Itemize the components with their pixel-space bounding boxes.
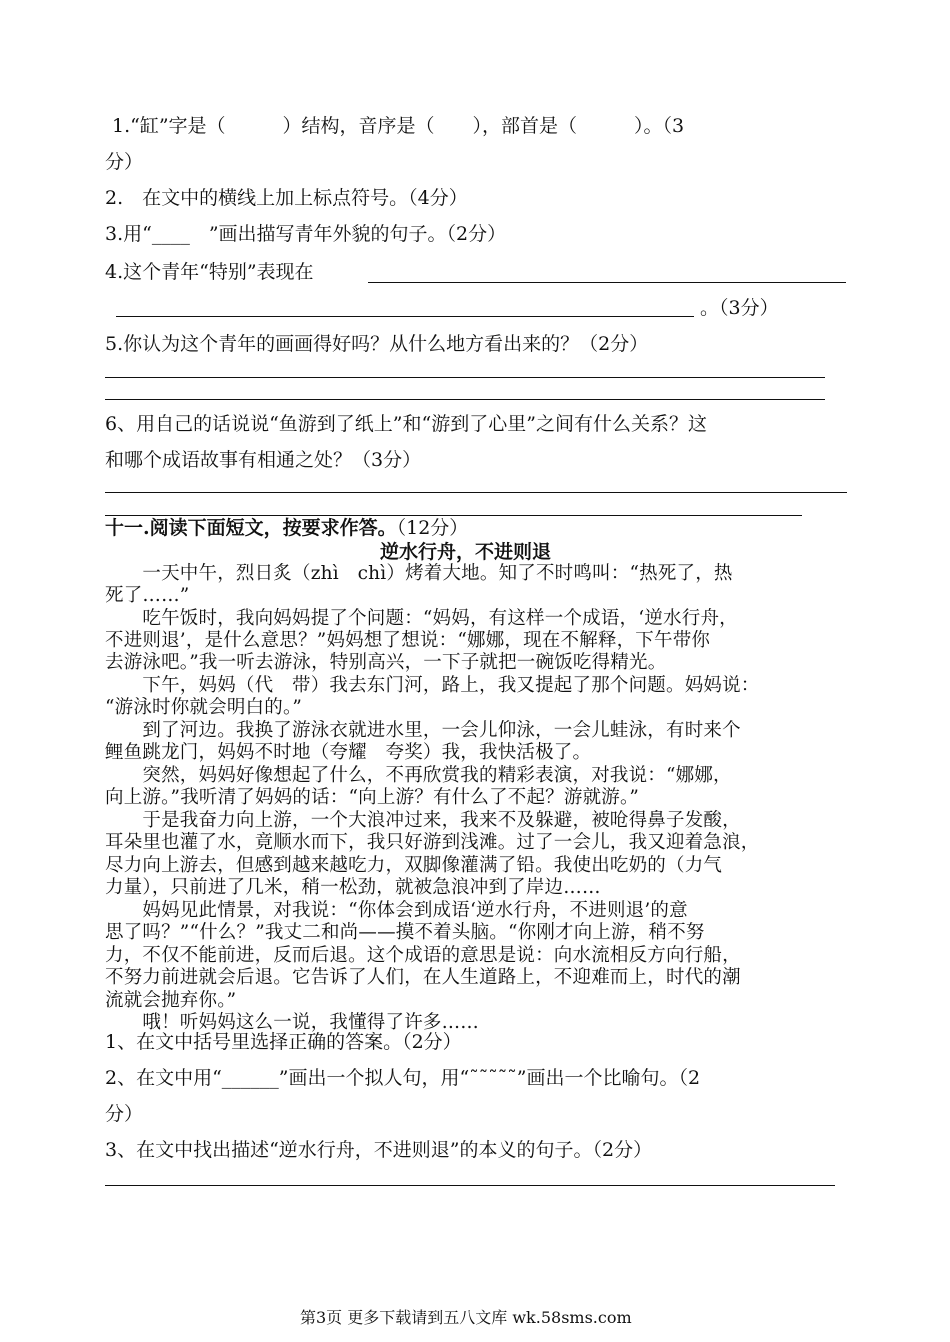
passage-line: 去游泳吧。”我一听去游泳，特别高兴，一下子就把一碗饭吃得精光。 <box>105 652 667 673</box>
page-footer: 第3页 更多下载请到五八文库 wk.58sms.com <box>300 1308 632 1327</box>
q4-answer-line-1 <box>368 282 846 283</box>
passage-line: 向上游。”我听清了妈妈的话：“向上游？有什么了不起？游就游。” <box>105 787 640 808</box>
passage-line: 尽力向上游去，但感到越来越吃力，双脚像灌满了铅。我使出吃奶的（力气 <box>105 855 723 876</box>
q4-suffix: 。（3分） <box>700 297 779 319</box>
q3-text: 3.用“____ ”画出描写青年外貌的句子。（2分） <box>105 223 507 245</box>
passage-line: 下午，妈妈（代 带）我去东门河，路上，我又提起了那个问题。妈妈说： <box>105 675 760 696</box>
passage-line: 耳朵里也灌了水，竟顺水而下，我只好游到浅滩。过了一会儿，我又迎着急浪， <box>105 832 760 853</box>
q5-answer-line-2 <box>105 399 825 400</box>
passage-line: 力量），只前进了几米，稍一松劲，就被急浪冲到了岸边…… <box>105 877 601 898</box>
passage-line: 死了……” <box>105 585 190 606</box>
q5-text: 5.你认为这个青年的画画得好吗？从什么地方看出来的？（2分） <box>105 333 649 355</box>
passage-title: 逆水行舟，不进则退 <box>380 541 552 563</box>
passage-line: “游泳时你就会明白的。” <box>105 697 303 718</box>
section-heading-text: 十一.阅读下面短文，按要求作答。 <box>105 517 397 539</box>
q2-text: 2. 在文中的横线上加上标点符号。（4分） <box>105 187 468 209</box>
q4-prefix: 4.这个青年“特别”表现在 <box>105 261 314 283</box>
passage-line: 吃午饭时，我向妈妈提了个问题：“妈妈，有这样一个成语，‘逆水行舟， <box>105 608 738 629</box>
q5-answer-line-1 <box>105 377 825 378</box>
b2-line2: 分） <box>105 1103 144 1125</box>
b2-line1: 2、在文中用“______”画出一个拟人句，用“˜˜˜˜˜”画出一个比喻句。（2 <box>105 1067 701 1089</box>
passage-line: 于是我奋力向上游，一个大浪冲过来，我来不及躲避，被呛得鼻子发酸， <box>105 810 741 831</box>
passage-line: 突然，妈妈好像想起了什么，不再欣赏我的精彩表演，对我说：“娜娜， <box>105 765 732 786</box>
passage-line: 思了吗？”“什么？”我丈二和尚——摸不着头脑。“你刚才向上游，稍不努 <box>105 922 705 943</box>
section-heading <box>105 516 468 540</box>
passage-line: 不进则退’，是什么意思？”妈妈想了想说：“娜娜，现在不解释，下午带你 <box>105 630 711 651</box>
passage-line: 到了河边。我换了游泳衣就进水里，一会儿仰泳，一会儿蛙泳，有时来个 <box>105 720 741 741</box>
section-points: （12分） <box>396 517 469 539</box>
q6-line2: 和哪个成语故事有相通之处？（3分） <box>105 449 422 471</box>
q1-line2: 分） <box>105 151 144 173</box>
b3-text: 3、在文中找出描述“逆水行舟，不进则退”的本义的句子。（2分） <box>105 1139 653 1161</box>
passage-line: 不努力前进就会后退。它告诉了人们，在人生道路上，不迎难而上，时代的潮 <box>105 967 741 988</box>
passage-line: 哦！听妈妈这么一说，我懂得了许多…… <box>105 1012 480 1033</box>
passage-line: 流就会抛弃你。” <box>105 990 237 1011</box>
passage-line: 妈妈见此情景，对我说：“你体会到成语‘逆水行舟，不进则退’的意 <box>105 900 688 921</box>
q1-line1: 1.“缸”字是（ ）结构，音序是（ ），部首是（ ）。（3 <box>112 115 685 137</box>
passage-line: 鲤鱼跳龙门，妈妈不时地（夸耀 夸奖）我，我快活极了。 <box>105 742 592 763</box>
passage-line: 一天中午，烈日炙（zhì chì）烤着大地。知了不时鸣叫：“热死了，热 <box>105 563 733 584</box>
b3-answer-line <box>105 1185 835 1186</box>
q4-answer-line-2 <box>116 316 694 317</box>
q6-answer-line-1 <box>105 492 847 493</box>
q6-line1: 6、用自己的话说说“鱼游到了纸上”和“游到了心里”之间有什么关系？这 <box>105 413 707 435</box>
b1-text: 1、在文中括号里选择正确的答案。（2分） <box>105 1031 462 1053</box>
passage-line: 力，不仅不能前进，反而后退。这个成语的意思是说：向水流相反方向行船， <box>105 945 741 966</box>
